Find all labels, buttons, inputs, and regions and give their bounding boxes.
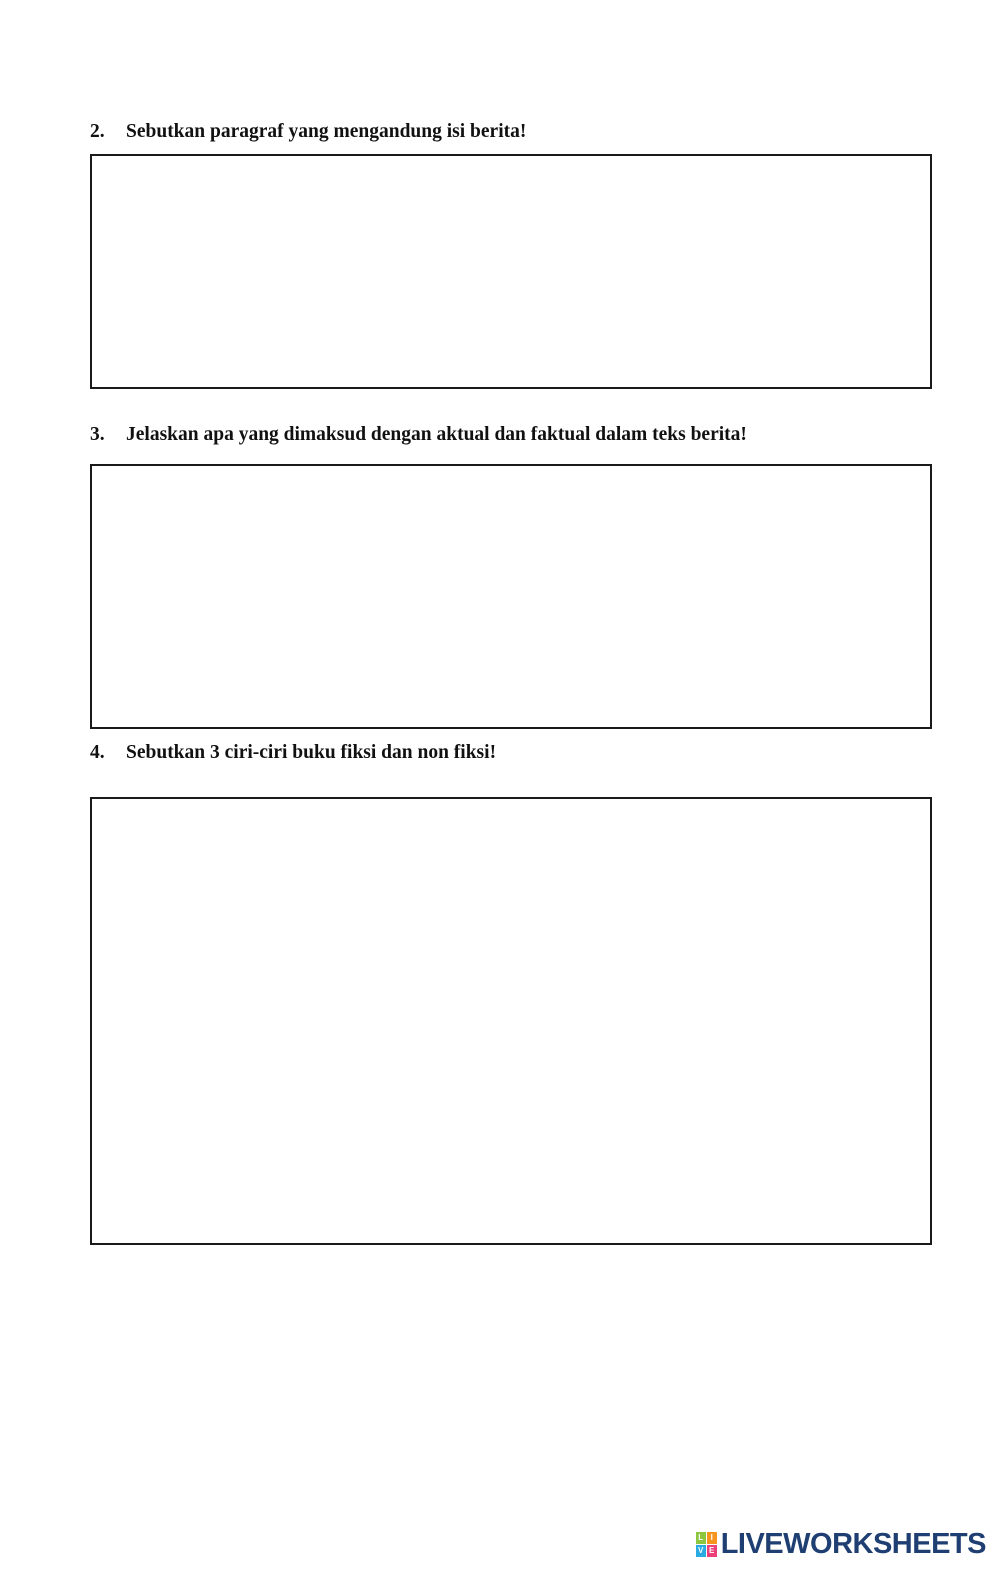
logo-mark-letter: V xyxy=(696,1545,706,1557)
logo-mark-letter: E xyxy=(707,1545,717,1557)
question-4 xyxy=(90,742,496,764)
logo-text: LIVEWORKSHEETS xyxy=(720,1527,986,1560)
logo-mark-letter: I xyxy=(707,1532,717,1544)
answer-box-4[interactable] xyxy=(90,797,932,1245)
question-number: 3. xyxy=(90,424,105,445)
question-text: Jelaskan apa yang dimaksud dengan aktual dan faktual dalam teks berita! xyxy=(126,424,747,445)
logo-mark-letter: L xyxy=(696,1532,706,1544)
liveworksheets-logo-icon xyxy=(696,1532,717,1557)
question-number: 2. xyxy=(90,121,105,142)
question-text: Sebutkan paragraf yang mengandung isi berita! xyxy=(126,121,527,142)
question-2 xyxy=(90,121,526,143)
question-text: Sebutkan 3 ciri-ciri buku fiksi dan non fiksi! xyxy=(126,742,497,763)
question-3 xyxy=(90,424,747,446)
answer-box-3[interactable] xyxy=(90,464,932,729)
answer-box-2[interactable] xyxy=(90,154,932,389)
question-number: 4. xyxy=(90,742,105,763)
liveworksheets-logo xyxy=(696,1526,986,1562)
